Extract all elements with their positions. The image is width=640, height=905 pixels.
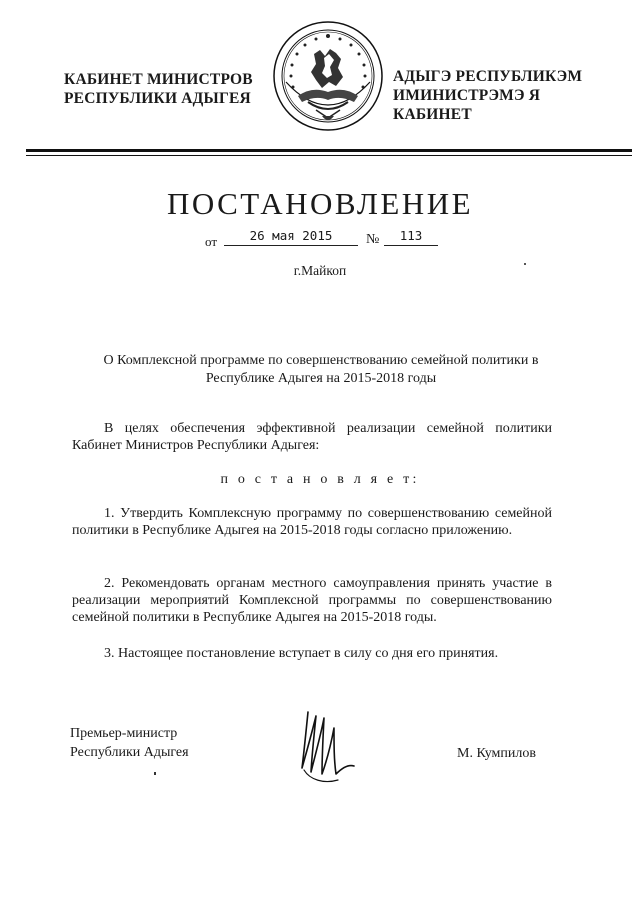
- date-underline: [224, 245, 358, 246]
- decree-item-3: 3. Настоящее постановление вступает в силу со дня его принятия.: [104, 646, 499, 661]
- header-divider-thin: [26, 155, 632, 156]
- document-date: 26 мая 2015: [249, 228, 333, 243]
- decree-word: п о с т а н о в л я е т:: [220, 472, 420, 487]
- document-number: 113: [399, 228, 423, 243]
- handwritten-signature-icon: [294, 702, 358, 788]
- signatory-position-line1: Премьер-министр: [70, 726, 178, 741]
- document-city: г.Майкоп: [293, 263, 347, 278]
- document-subject: [76, 352, 566, 388]
- decree-item-2: 2. Рекомендовать органам местного самоуправления принять участие в реализации мероприятий Комплексной программы по совершенствованию семейной политики в Республике Адыгея на 2015-2018 годы.: [72, 576, 552, 625]
- signatory-name: М. Кумпилов: [457, 746, 536, 761]
- date-label: от: [205, 234, 218, 249]
- header-divider-thick: [26, 149, 632, 152]
- coat-of-arms-icon: [272, 20, 384, 132]
- document-type-title: ПОСТАНОВЛЕНИЕ: [166, 186, 474, 221]
- number-label: №: [366, 232, 380, 247]
- issuer-name-russian-line2: РЕСПУБЛИКИ АДЫГЕЯ: [64, 90, 251, 107]
- decree-item-1: 1. Утвердить Комплексную программу по совершенствованию семейной политики в Республике Адыгея на 2015-2018 годы согласно приложению.: [72, 506, 552, 538]
- issuer-name-adyghe-line2: ИМИНИСТРЭМЭ Я КАБИНЕТ: [393, 87, 541, 123]
- scan-speck: [154, 772, 156, 775]
- issuer-name-russian-line1: КАБИНЕТ МИНИСТРОВ: [64, 71, 253, 88]
- document-subject-line1: О Комплексной программе по совершенствованию семейной политики в: [103, 353, 539, 368]
- document-subject-line2: Республике Адыгея на 2015-2018 годы: [205, 371, 437, 386]
- scan-speck: [524, 263, 526, 265]
- issuer-name-russian: [64, 70, 254, 108]
- number-underline: [384, 245, 438, 246]
- preamble-paragraph: В целях обеспечения эффективной реализации семейной политики Кабинет Министров Республики Адыгея:: [72, 421, 552, 453]
- issuer-name-adyghe-line1: АДЫГЭ РЕСПУБЛИКЭМ: [393, 68, 583, 85]
- signatory-position-line2: Республики Адыгея: [70, 745, 189, 760]
- issuer-name-adyghe: [393, 67, 613, 124]
- signatory-position: [70, 724, 189, 762]
